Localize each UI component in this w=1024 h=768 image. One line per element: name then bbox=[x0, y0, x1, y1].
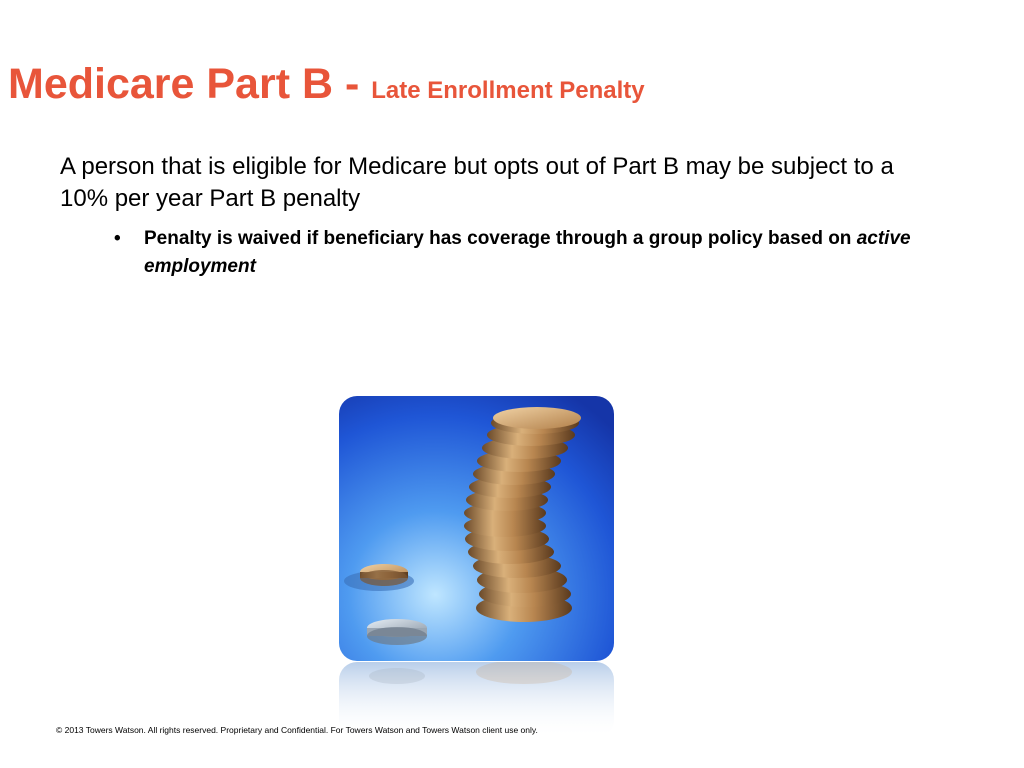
title-subtitle: Late Enrollment Penalty bbox=[371, 77, 645, 104]
bullet-emphasis: active employment bbox=[144, 228, 911, 277]
slide-title bbox=[8, 60, 645, 108]
footer-copyright: © 2013 Towers Watson. All rights reserved. Proprietary and Confidential. For Towers Watson and Towers Watson client use only. bbox=[56, 725, 538, 735]
bullet-marker: • bbox=[114, 228, 121, 249]
title-main: Medicare Part B - bbox=[8, 60, 372, 108]
coin-stack-photo bbox=[339, 396, 614, 661]
coin-stack-icon bbox=[339, 396, 614, 661]
bullet-text-main: Penalty is waived if beneficiary has coverage through a group policy based on bbox=[144, 228, 857, 249]
bullet-text bbox=[144, 225, 994, 281]
body-paragraph: A person that is eligible for Medicare but opts out of Part B may be subject to a 10% per year Part B penalty bbox=[60, 153, 894, 212]
bullet-item bbox=[114, 225, 994, 281]
